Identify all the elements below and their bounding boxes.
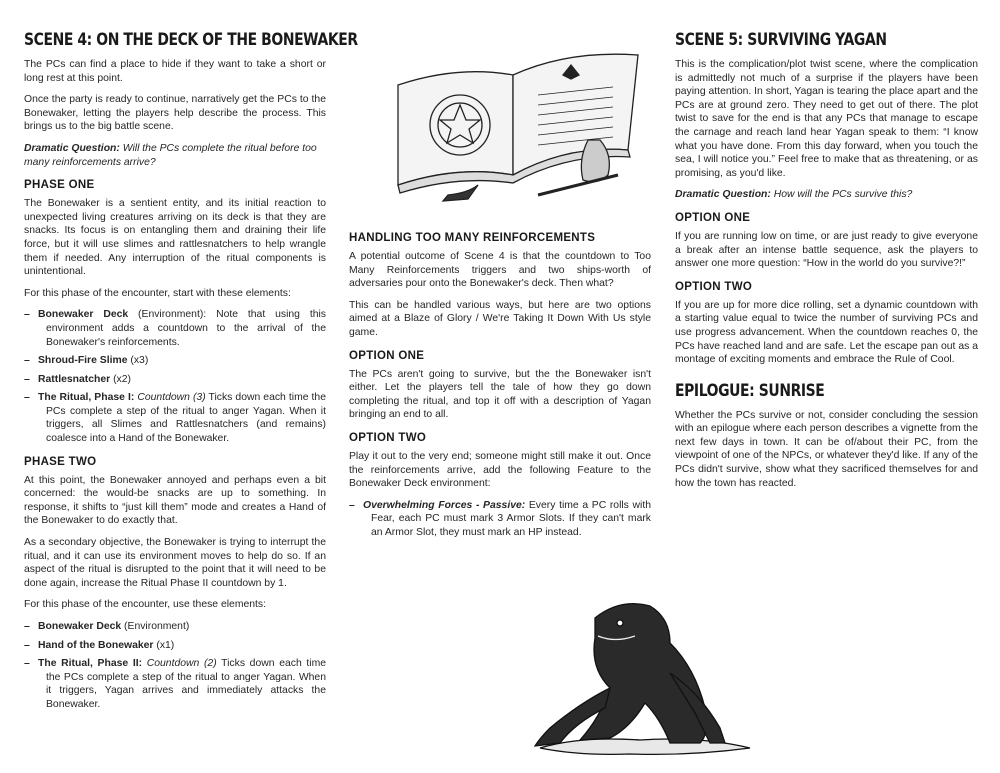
item-name: Hand of the Bonewaker — [38, 639, 154, 651]
option-two-heading: OPTION TWO — [675, 280, 753, 293]
paragraph: A potential outcome of Scene 4 is that the countdown to Too Many Reinforcements triggers and two ships-worth of adversaries pour onto the Bonewaker's deck. Then what? — [349, 251, 651, 290]
column-left — [24, 30, 358, 720]
paragraph: If you are up for more dice rolling, set a dynamic countdown with a starting value equal to twice the number of surviving PCs and use progress advancement. When the countdown reaches 0, the PCs have reached land and are safe. Let the escape pan out as a montage of exciting moments and embrace the Rule of Cool. — [675, 299, 978, 366]
feature-text: Every time a PC rolls with Fear, each PC must mark 3 Armor Slots. If they can't mark an Armor Slot, they must mark an HP instead. — [371, 499, 651, 538]
item-name: Bonewaker Deck — [38, 621, 122, 632]
dramatic-question — [675, 188, 978, 202]
phase-one-heading: PHASE ONE — [24, 179, 95, 192]
scene4-title: SCENE 4: ON THE DECK OF THE BONEWAKER — [24, 30, 358, 50]
paragraph: Play it out to the very end; someone might still make it out. Once the reinforcements arrive, add the following Feature to the Bonewaker Deck environment: — [349, 450, 651, 490]
item-text: (Environment): Note that using this environment adds a countdown to the arrival of the Bonewaker's reinforcements. — [46, 309, 326, 348]
paragraph: This can be handled various ways, but here are two options aimed at a Blaze of Glory / We're Taking It Down With Us style game. — [349, 299, 651, 338]
phase-two-list — [24, 620, 326, 712]
scene5-title: SCENE 5: SURVIVING YAGAN — [675, 30, 887, 50]
item-text: Ticks down each time the PCs complete a step of the ritual to anger Yagan. When it triggers, Yagan arrives and immediately attacks the Bonewaker. — [46, 658, 327, 710]
paragraph: As a secondary objective, the Bonewaker is trying to interrupt the ritual, and it can use its environment moves to help do so. If an aspect of the ritual is disrupted to the point that it will need to be done again, increase the Ritual Phase II countdown by 1. — [24, 537, 326, 589]
paragraph: Whether the PCs survive or not, consider concluding the session with an epilogue where each person describes a vignette from the next few days in town. It can be of/about their PC, from the viewpoint of one of the NPCs, or whatever they'd like. If any of the PCs didn't survive, show what they sacrificed themselves for and how the town has reacted. — [675, 409, 978, 489]
list-item: – The Ritual, Phase I: Countdown (3) Ticks down each time the PCs complete a step of the ritual to anger Yagan. When it triggers, all Slimes and Rattlesnatchers (and remains) coalesce into a Hand of the Bonewaker. — [24, 392, 326, 445]
dq-text: How will the PCs survive this? — [773, 189, 913, 201]
dq-label: Dramatic Question: — [675, 189, 771, 201]
epilogue-title: EPILOGUE: SUNRISE — [675, 380, 825, 401]
item-name: Shroud-Fire Slime — [38, 355, 128, 367]
column-middle — [349, 0, 651, 548]
phase-two-heading: PHASE TWO — [24, 455, 97, 468]
paragraph: If you are running low on time, or are just ready to give everyone a break after an intense battle sequence, ask the players to answer one more question: “How in the world do you survive?!” — [675, 230, 978, 270]
dq-text: Will the PCs complete the ritual before too many reinforcements arrive? — [24, 142, 317, 168]
item-name: The Ritual, Phase II: — [38, 658, 143, 670]
item-name: The Ritual, Phase I: — [38, 392, 135, 404]
sea-creature-illustration — [520, 598, 760, 758]
list-item: – Bonewaker Deck (Environment) — [24, 621, 190, 632]
paragraph: For this phase of the encounter, start with these elements: — [24, 287, 291, 299]
option-one-heading: OPTION ONE — [675, 211, 751, 224]
paragraph: This is the complication/plot twist scene, where the complication is admittedly not much of a surprise if the players have been paying attention. In short, Yagan is tearing the place apart and the PCs are at ground zero. They need to get out of there. The plot twist to save for the end is that any PCs that manage to escape the carnage and reach land hear Yagan speak to them: “I know what you have done. From this day forward, when you touch the sea, I will notice you.” Feel free to make that as threatening, or as promising, as you'd like. — [675, 59, 978, 179]
paragraph: At this point, the Bonewaker annoyed and perhaps even a bit concerned: the would-be snacks are up to something. In response, it shifts to “just kill them” mode and creates a Hand of the Bonewaker to do exactly that. — [24, 474, 326, 527]
option-one-heading: OPTION ONE — [349, 349, 425, 362]
item-text: (x2) — [110, 373, 131, 385]
list-item: – Hand of the Bonewaker (x1) — [24, 639, 175, 651]
feature-name: Overwhelming Forces - Passive: — [363, 499, 526, 511]
item-name: Bonewaker Deck — [38, 309, 129, 321]
reinforcements-heading: HANDLING TOO MANY REINFORCEMENTS — [349, 232, 596, 244]
paragraph: Once the party is ready to continue, narratively get the PCs to the Bonewaker, letting the players help describe the process. This brings us to the big battle scene. — [24, 94, 326, 133]
item-text: (Environment) — [121, 621, 190, 632]
paragraph: The Bonewaker is a sentient entity, and its initial reaction to unexpected living creatures arriving on its deck is that they are snacks. Its focus is on entangling them and draining their life force, but it will use slimes and rattlesnatchers to help wrangle them if needed. Any interruption of the ritual components is unintentional. — [24, 198, 326, 278]
item-countdown: Countdown (3) — [134, 392, 206, 404]
item-name: Rattlesnatcher — [38, 373, 111, 385]
paragraph: The PCs can find a place to hide if they want to take a short or long rest at this point. — [24, 59, 326, 84]
dq-label: Dramatic Question: — [24, 142, 120, 154]
feature-list — [349, 499, 651, 540]
item-text: Ticks down each time the PCs complete a step of the ritual to anger Yagan. When it triggers, all Slimes and Rattlesnatchers (and remains) coalesce into a Hand of the Bonewaker. — [46, 392, 326, 445]
item-text: (x1) — [153, 639, 175, 651]
list-item: – Overwhelming Forces - Passive: Every time a PC rolls with Fear, each PC must mark 3 Armor Slots. If they can't mark an Armor Slot, they must mark an HP instead. — [349, 499, 651, 538]
item-text: (x3) — [127, 355, 149, 367]
paragraph: For this phase of the encounter, use these elements: — [24, 599, 267, 611]
paragraph: The PCs aren't going to survive, but the the Bonewaker isn't either. Let the players tell the tale of how they go down completing the ritual, and top it off with a description of Yagan bringing an end to all. — [349, 368, 651, 421]
list-item: – Shroud-Fire Slime (x3) — [24, 355, 149, 367]
list-item: – Bonewaker Deck (Environment): Note that using this environment adds a countdown to the arrival of the Bonewaker's reinforcements. — [24, 309, 326, 348]
column-right — [675, 30, 978, 498]
dramatic-question — [24, 142, 326, 169]
list-item: – The Ritual, Phase II: Countdown (2) Ticks down each time the PCs complete a step of the ritual to anger Yagan. When it triggers, Yagan arrives and immediately attacks the Bonewaker. — [24, 658, 327, 710]
list-item: – Rattlesnatcher (x2) — [24, 373, 131, 385]
phase-one-list — [24, 308, 326, 445]
option-two-heading: OPTION TWO — [349, 431, 427, 444]
item-countdown: Countdown (2) — [142, 658, 217, 670]
